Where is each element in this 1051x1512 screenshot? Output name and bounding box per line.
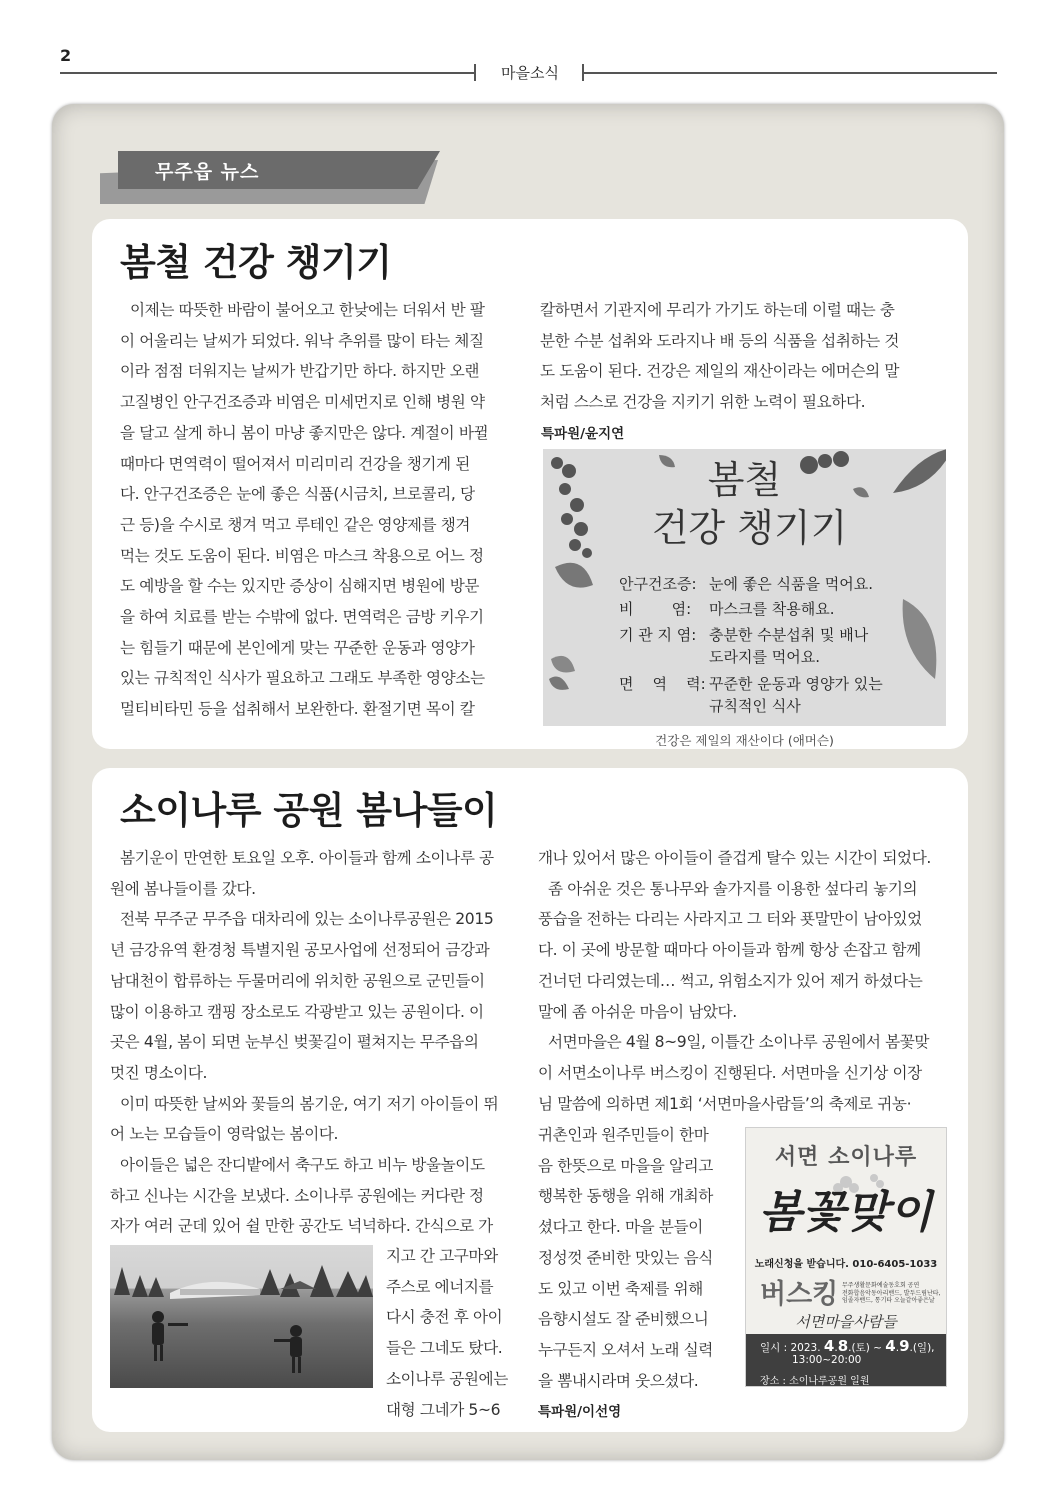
infographic-row	[619, 573, 873, 595]
text-line: 곳은 4월, 봄이 되면 눈부신 벚꽃길이 펼쳐지는 무주읍의	[110, 1033, 479, 1052]
date-start-day: 8	[837, 1337, 849, 1355]
infographic-row	[619, 598, 834, 620]
infographic-row	[619, 624, 868, 668]
text-line: 아이들은 넓은 잔디밭에서 축구도 하고 비누 방울놀이도	[120, 1156, 485, 1175]
date-end-month: 4	[885, 1337, 896, 1355]
header-rule-left	[60, 72, 474, 74]
poster-time: 13:00~20:00	[792, 1354, 862, 1366]
article2-byline: 특파원/이선영	[538, 1404, 622, 1420]
text-line: 서면마을은 4월 8~9일, 이틀간 소이나루 공원에서 봄꽃맞	[548, 1033, 930, 1052]
health-infographic	[543, 449, 946, 726]
park-photo	[110, 1245, 373, 1388]
text-line: 지고 간 고구마와	[386, 1247, 498, 1265]
poster-performer-line: 임졸자밴드, 통기타 오늘같아좋은날	[842, 1297, 935, 1304]
text-line: 때마다 면역력이 떨어져서 미리미리 건강을 챙기게 된	[120, 454, 470, 473]
text-line: 풍습을 전하는 다리는 사라지고 그 터와 푯말만이 남아있었	[538, 910, 922, 929]
date-end-dow: .(일),	[909, 1342, 935, 1354]
text-line: 는 힘들기 때문에 본인에게 맞는 꾸준한 운동과 영양가	[120, 638, 475, 657]
poster-busking: 버스킹	[760, 1279, 839, 1310]
text-line: 행복한 동행을 위해 개최하	[538, 1187, 713, 1206]
park-scene	[110, 1245, 373, 1388]
poster-performer-line: 전화합음악동아리밴드, 발두드림난타,	[842, 1289, 941, 1297]
article1-body-left	[120, 295, 524, 725]
text-line: 처럼 스스로 건강을 지키기 위한 노력이 필요하다.	[540, 393, 866, 412]
text-line: 들은 그네도 탔다.	[386, 1339, 503, 1358]
page-number: 2	[60, 46, 72, 65]
poster-organizer: 서면마을사람들	[795, 1313, 897, 1331]
infographic-value: 마스크를 착용해요.	[709, 600, 835, 618]
text-line: 다. 이 곳에 방문할 때마다 아이들과 함께 항상 손잡고 함께	[538, 941, 921, 960]
infographic-value: 꾸준한 운동과 영양가 있는 규칙적인 식사	[709, 675, 883, 715]
text-line: 어 노는 모습들이 영락없는 봄이다.	[110, 1125, 339, 1144]
infographic-title-line2: 건강 챙기기	[651, 506, 848, 550]
text-line: 고질병인 안구건조증과 비염은 미세먼지로 인해 병원 약	[120, 393, 485, 412]
infographic-value: 눈에 좋은 식품을 먹어요.	[709, 575, 873, 593]
article1-byline: 특파원/윤지연	[541, 426, 625, 442]
text-line: 원에 봄나들이를 갔다.	[110, 879, 256, 898]
text-line: 이제는 따뜻한 바람이 불어오고 한낮에는 더워서 반 팔	[130, 301, 485, 319]
text-line: 님 말씀에 의하면 제1회 ‘서면마을사람들’의 축제로 귀농·	[538, 1094, 912, 1113]
text-line: 좀 아쉬운 것은 통나무와 솔가지를 이용한 섶다리 놓기의	[548, 879, 918, 898]
infographic-key: 기 관 지 염:	[619, 626, 697, 644]
date-start-month: 4	[823, 1337, 835, 1355]
article2-body-right	[538, 843, 948, 1119]
text-line: 소이나루 공원에는	[386, 1369, 508, 1388]
infographic-key: 비 염:	[619, 600, 692, 618]
text-line: 년 금강유역 환경청 특별지원 공모사업에 선정되어 금강과	[110, 941, 490, 960]
infographic-key: 면 역 력:	[619, 675, 706, 693]
text-line: 멀티비타민 등을 섭취해서 보완한다. 환절기면 목이 칼	[120, 700, 475, 719]
text-line: 개나 있어서 많은 아이들이 즐겁게 탈수 있는 시간이 되었다.	[538, 849, 931, 867]
poster-contact: 노래신청을 받습니다. 010-6405-1033	[754, 1259, 938, 1270]
infographic-key: 안구건조증:	[619, 575, 697, 593]
text-line: 셨다고 한다. 마을 분들이	[538, 1218, 703, 1237]
text-line: 도 있고 이번 축제를 위해	[538, 1279, 703, 1298]
article2-title: 소이나루 공원 봄나들이	[120, 789, 498, 832]
text-line: 이 어울리는 날씨가 되었다. 워낙 추위를 많이 타는 체질	[120, 331, 484, 350]
poster-performers	[842, 1282, 946, 1305]
text-line: 주스로 에너지를	[386, 1277, 494, 1296]
article1-title: 봄철 건강 챙기기	[120, 241, 392, 284]
text-line: 하고 신나는 시간을 보냈다. 소이나루 공원에는 커다란 정	[110, 1186, 484, 1205]
text-line: 근 등)을 수시로 챙겨 먹고 루테인 같은 영양제를 챙겨	[120, 515, 471, 534]
header-tick-left	[474, 64, 476, 81]
text-line: 다. 안구건조증은 눈에 좋은 식품(시금치, 브로콜리, 당	[120, 485, 475, 504]
article2-body-left	[110, 843, 518, 1242]
text-line: 칼하면서 기관지에 무리가 가기도 하는데 이럴 때는 충	[540, 301, 895, 319]
poster-performer-line: 무주생활문화예술동호회 공연	[842, 1282, 920, 1289]
text-line: 음 한뜻으로 마을을 알리고	[538, 1156, 713, 1175]
article2-body-right-wrap	[538, 1120, 728, 1396]
text-line: 귀촌인과 원주민들이 한마	[538, 1126, 709, 1144]
text-line: 먹는 것도 도움이 된다. 비염은 마스크 착용으로 어느 정	[120, 546, 484, 565]
infographic-value: 충분한 수분섭취 및 배나 도라지를 먹어요.	[709, 626, 869, 666]
poster-info-band	[746, 1334, 946, 1387]
text-line: 말에 좀 아쉬운 마음이 남았다.	[538, 1002, 737, 1021]
text-line: 있는 규칙적인 식사가 필요하고 그래도 부족한 영양소는	[120, 669, 485, 688]
text-line: 이미 따뜻한 날씨와 꽃들의 봄기운, 여기 저기 아이들이 뛰	[120, 1094, 499, 1113]
text-line: 자가 여러 군데 있어 쉴 만한 공간도 넉넉하다. 간식으로 가	[110, 1217, 493, 1236]
text-line: 도 예방을 할 수는 있지만 증상이 심해지면 병원에 방문	[120, 577, 480, 596]
text-line: 건너던 다리였는데… 썩고, 위험소지가 있어 제거 하셨다는	[538, 971, 923, 990]
date-end-day: 9	[899, 1337, 910, 1355]
text-line: 다시 충전 후 아이	[386, 1308, 503, 1327]
poster-date: 일시 : 2023. 4.8.(토) ~ 4.9.(일),	[760, 1337, 935, 1355]
article2-body-left-wrap	[386, 1241, 519, 1425]
text-line: 남대천이 합류하는 두물머리에 위치한 공원으로 군민들이	[110, 971, 485, 990]
text-line: 도 도움이 된다. 건강은 제일의 재산이라는 에머슨의 말	[540, 362, 900, 381]
news-tab-label: 무주읍 뉴스	[155, 161, 260, 183]
infographic-caption: 건강은 제일의 재산이다 (애머슨)	[655, 733, 834, 748]
poster-title: 서면 소이나루	[774, 1145, 918, 1170]
text-line: 을 뽐내시라며 웃으셨다.	[538, 1371, 699, 1390]
text-line: 분한 수분 섭취와 도라지나 배 등의 식품을 섭취하는 것	[540, 331, 900, 350]
text-line: 봄기운이 만연한 토요일 오후. 아이들과 함께 소이나루 공	[120, 849, 494, 867]
section-name: 마을소식	[501, 64, 559, 82]
infographic-row	[619, 673, 883, 717]
text-line: 음향시설도 잘 준비했으니	[538, 1310, 709, 1329]
busking-poster	[745, 1127, 947, 1387]
article1-body-right	[540, 295, 948, 418]
date-prefix: 일시 : 2023.	[760, 1342, 821, 1354]
text-line: 이 서면소이나루 버스킹이 진행된다. 서면마을 신기상 이장	[538, 1063, 922, 1082]
header-rule-right	[584, 72, 997, 74]
poster-script-title: 봄꽃맞이	[758, 1187, 933, 1238]
text-line: 정성껏 준비한 맛있는 음식	[538, 1248, 713, 1267]
poster-place: 장소 : 소이나루공원 일원	[760, 1376, 870, 1387]
text-line: 을 달고 살게 하니 봄이 마냥 좋지만은 않다. 계절이 바뀔	[120, 423, 489, 442]
text-line: 이라 점점 더워지는 날씨가 반갑기만 하다. 하지만 오랜	[120, 362, 480, 381]
text-line: 대형 그네가 5~6	[386, 1400, 501, 1419]
text-line: 누구든지 오셔서 노래 실력	[538, 1340, 713, 1359]
text-line: 전북 무주군 무주읍 대차리에 있는 소이나루공원은 2015	[120, 910, 494, 929]
infographic-title-line1: 봄철	[707, 458, 782, 502]
text-line: 많이 이용하고 캠핑 장소로도 각광받고 있는 공원이다. 이	[110, 1002, 484, 1021]
date-start-dow: .(토) ~	[848, 1342, 882, 1354]
text-line: 을 하여 치료를 받는 수밖에 없다. 면역력은 금방 키우기	[120, 608, 484, 627]
text-line: 멋진 명소이다.	[110, 1063, 208, 1082]
